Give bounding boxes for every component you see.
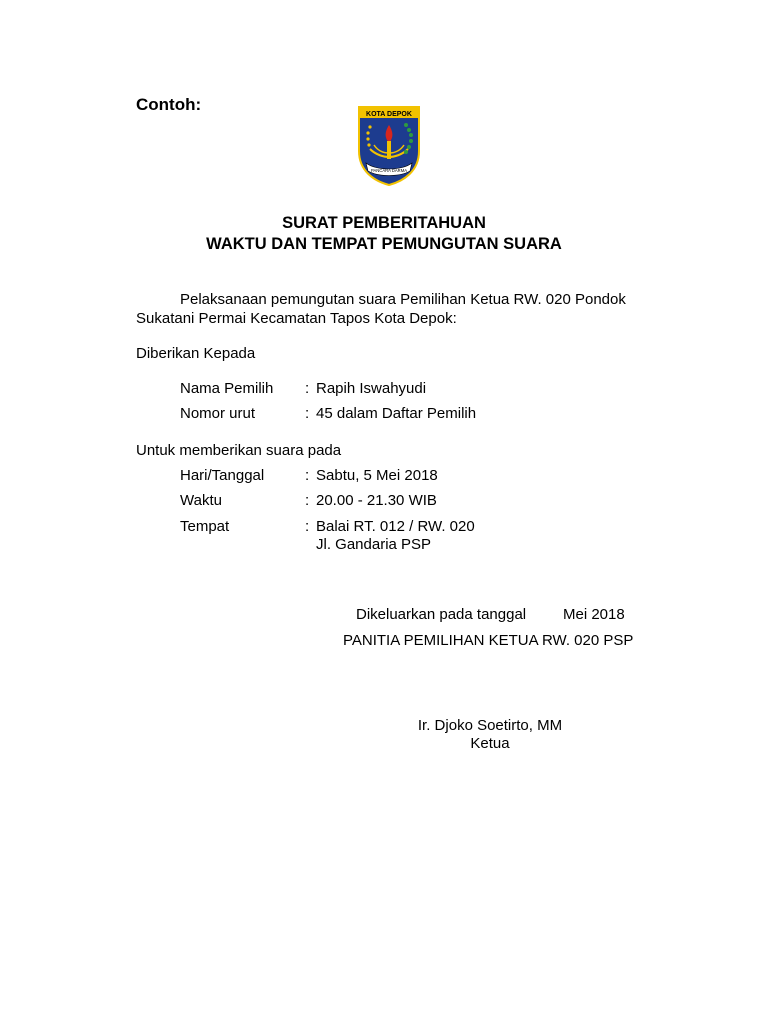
field-colon: :	[305, 492, 310, 509]
field-colon: :	[305, 518, 310, 535]
field-value: Rapih Iswahyudi	[316, 380, 427, 397]
field-value: Sabtu, 5 Mei 2018	[316, 467, 438, 484]
intro-line-1: Pelaksanaan pemungutan suara Pemilihan Ketua RW. 020 Pondok	[180, 291, 626, 308]
signatory-role: Ketua	[470, 735, 510, 752]
field-label: Nomor urut	[180, 405, 256, 422]
field-colon: :	[305, 405, 310, 422]
emblem-banner-text: KOTA DEPOK	[366, 111, 412, 118]
example-heading: Contoh:	[136, 95, 202, 114]
signatory-name: Ir. Djoko Soetirto, MM	[417, 717, 563, 734]
field-label: Tempat	[180, 518, 230, 535]
title-line-1: SURAT PEMBERITAHUAN	[282, 214, 486, 232]
field-label: Hari/Tanggal	[180, 467, 265, 484]
intro-line-2: Sukatani Permai Kecamatan Tapos Kota Depok:	[136, 310, 457, 327]
kota-depok-emblem-icon	[356, 105, 422, 187]
field-label: Waktu	[180, 492, 222, 509]
field-value: 45 dalam Daftar Pemilih	[316, 405, 477, 422]
issued-date: Mei 2018	[563, 606, 625, 623]
field-value: 20.00 - 21.30 WIB	[316, 492, 437, 509]
title-line-2: WAKTU DAN TEMPAT PEMUNGUTAN SUARA	[206, 235, 562, 253]
field-value: Balai RT. 012 / RW. 020	[316, 518, 475, 535]
emblem-motto-text: PANCARA DARMA	[371, 168, 407, 173]
committee-name: PANITIA PEMILIHAN KETUA RW. 020 PSP	[343, 632, 634, 649]
field-label: Nama Pemilih	[180, 380, 274, 397]
field-value-line-2: Jl. Gandaria PSP	[316, 536, 432, 553]
vote-at-label: Untuk memberikan suara pada	[136, 442, 342, 459]
field-colon: :	[305, 380, 310, 397]
field-colon: :	[305, 467, 310, 484]
issued-label: Dikeluarkan pada tanggal	[356, 606, 527, 623]
given-to-label: Diberikan Kepada	[136, 345, 256, 362]
